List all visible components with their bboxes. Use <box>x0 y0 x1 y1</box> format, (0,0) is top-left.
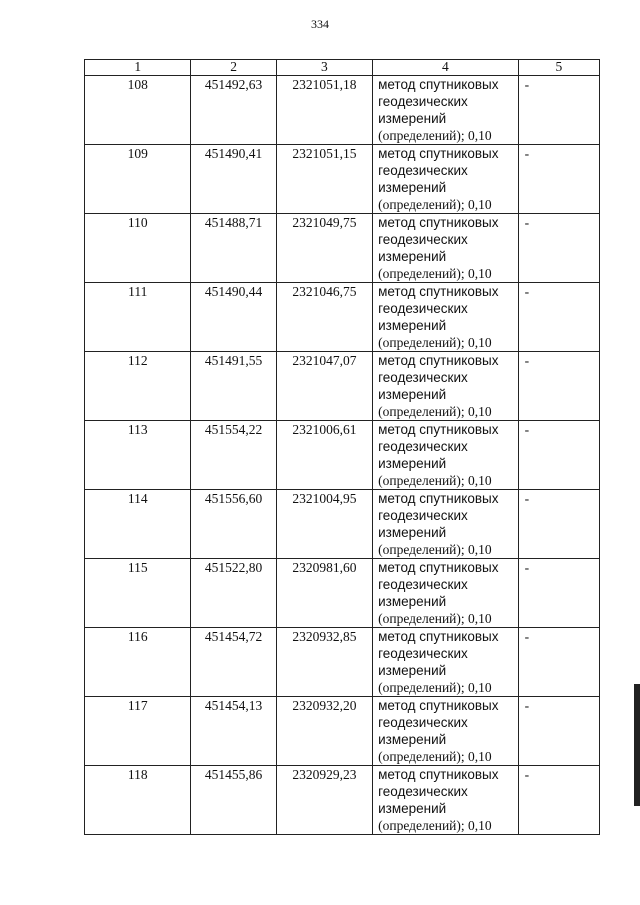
method-line: метод спутниковых <box>378 215 499 230</box>
coord-x-cell: 451554,22 <box>191 421 276 490</box>
coord-y-cell: 2321051,18 <box>276 76 372 145</box>
table-row <box>85 283 600 352</box>
method-line: геодезических <box>378 232 468 247</box>
coord-x-cell: 451491,55 <box>191 352 276 421</box>
method-line: метод спутниковых <box>378 353 499 368</box>
table-row <box>85 352 600 421</box>
method-line: (определений); 0,10 <box>378 473 492 488</box>
table-row <box>85 559 600 628</box>
method-line: геодезических <box>378 715 468 730</box>
method-line: метод спутниковых <box>378 629 499 644</box>
header-col-4: 4 <box>373 60 519 76</box>
table-row <box>85 145 600 214</box>
method-line: метод спутниковых <box>378 146 499 161</box>
method-line: метод спутниковых <box>378 767 499 782</box>
point-number-cell: 116 <box>85 628 191 697</box>
method-line: (определений); 0,10 <box>378 542 492 557</box>
coordinates-table <box>84 59 600 835</box>
method-line: геодезических <box>378 646 468 661</box>
note-cell: - <box>518 697 599 766</box>
method-line: (определений); 0,10 <box>378 197 492 212</box>
method-line: (определений); 0,10 <box>378 335 492 350</box>
method-line: геодезических <box>378 94 468 109</box>
table-row <box>85 628 600 697</box>
method-line: метод спутниковых <box>378 77 499 92</box>
note-cell: - <box>518 352 599 421</box>
point-number-cell: 117 <box>85 697 191 766</box>
coord-x-cell: 451454,13 <box>191 697 276 766</box>
coord-y-cell: 2321046,75 <box>276 283 372 352</box>
method-line: геодезических <box>378 577 468 592</box>
note-cell: - <box>518 766 599 835</box>
method-cell <box>373 421 519 490</box>
note-cell: - <box>518 283 599 352</box>
method-line: измерений <box>378 180 447 195</box>
header-col-1: 1 <box>85 60 191 76</box>
method-line: геодезических <box>378 301 468 316</box>
note-cell: - <box>518 490 599 559</box>
coord-x-cell: 451556,60 <box>191 490 276 559</box>
method-line: геодезических <box>378 439 468 454</box>
method-cell <box>373 490 519 559</box>
coord-x-cell: 451522,80 <box>191 559 276 628</box>
coord-y-cell: 2320929,23 <box>276 766 372 835</box>
method-line: метод спутниковых <box>378 422 499 437</box>
method-cell <box>373 559 519 628</box>
point-number-cell: 115 <box>85 559 191 628</box>
coord-x-cell: 451490,41 <box>191 145 276 214</box>
note-cell: - <box>518 559 599 628</box>
method-line: геодезических <box>378 508 468 523</box>
point-number-cell: 114 <box>85 490 191 559</box>
header-col-5: 5 <box>518 60 599 76</box>
method-line: (определений); 0,10 <box>378 404 492 419</box>
table-row <box>85 766 600 835</box>
method-line: (определений); 0,10 <box>378 128 492 143</box>
coord-y-cell: 2321047,07 <box>276 352 372 421</box>
method-cell <box>373 628 519 697</box>
point-number-cell: 111 <box>85 283 191 352</box>
edge-mark <box>634 684 640 806</box>
coord-y-cell: 2320932,85 <box>276 628 372 697</box>
point-number-cell: 113 <box>85 421 191 490</box>
note-cell: - <box>518 421 599 490</box>
method-line: геодезических <box>378 784 468 799</box>
method-line: метод спутниковых <box>378 698 499 713</box>
point-number-cell: 118 <box>85 766 191 835</box>
method-line: измерений <box>378 801 447 816</box>
header-col-3: 3 <box>276 60 372 76</box>
method-cell <box>373 766 519 835</box>
table-body <box>85 76 600 835</box>
method-line: геодезических <box>378 370 468 385</box>
note-cell: - <box>518 628 599 697</box>
point-number-cell: 112 <box>85 352 191 421</box>
method-cell <box>373 352 519 421</box>
method-cell <box>373 697 519 766</box>
method-line: измерений <box>378 732 447 747</box>
method-line: (определений); 0,10 <box>378 749 492 764</box>
method-cell <box>373 214 519 283</box>
coord-y-cell: 2321006,61 <box>276 421 372 490</box>
method-cell <box>373 283 519 352</box>
method-line: (определений); 0,10 <box>378 680 492 695</box>
method-line: измерений <box>378 525 447 540</box>
table-row <box>85 76 600 145</box>
method-line: (определений); 0,10 <box>378 266 492 281</box>
method-line: (определений); 0,10 <box>378 611 492 626</box>
note-cell: - <box>518 76 599 145</box>
point-number-cell: 109 <box>85 145 191 214</box>
table-header <box>85 60 600 76</box>
coord-x-cell: 451488,71 <box>191 214 276 283</box>
point-number-cell: 108 <box>85 76 191 145</box>
table-row <box>85 214 600 283</box>
method-line: метод спутниковых <box>378 491 499 506</box>
coord-x-cell: 451492,63 <box>191 76 276 145</box>
method-line: метод спутниковых <box>378 284 499 299</box>
coord-y-cell: 2320981,60 <box>276 559 372 628</box>
note-cell: - <box>518 145 599 214</box>
coord-x-cell: 451454,72 <box>191 628 276 697</box>
method-cell <box>373 76 519 145</box>
coord-y-cell: 2321049,75 <box>276 214 372 283</box>
coord-y-cell: 2320932,20 <box>276 697 372 766</box>
header-col-2: 2 <box>191 60 276 76</box>
method-line: геодезических <box>378 163 468 178</box>
method-line: измерений <box>378 318 447 333</box>
method-line: измерений <box>378 663 447 678</box>
coord-y-cell: 2321051,15 <box>276 145 372 214</box>
method-line: метод спутниковых <box>378 560 499 575</box>
coord-x-cell: 451455,86 <box>191 766 276 835</box>
method-line: измерений <box>378 456 447 471</box>
header-row <box>85 60 600 76</box>
table-row <box>85 697 600 766</box>
method-line: измерений <box>378 387 447 402</box>
table-row <box>85 490 600 559</box>
page-number: 334 <box>311 17 329 31</box>
method-line: измерений <box>378 594 447 609</box>
method-line: (определений); 0,10 <box>378 818 492 833</box>
coord-x-cell: 451490,44 <box>191 283 276 352</box>
method-line: измерений <box>378 249 447 264</box>
note-cell: - <box>518 214 599 283</box>
table-row <box>85 421 600 490</box>
method-line: измерений <box>378 111 447 126</box>
point-number-cell: 110 <box>85 214 191 283</box>
coord-y-cell: 2321004,95 <box>276 490 372 559</box>
method-cell <box>373 145 519 214</box>
